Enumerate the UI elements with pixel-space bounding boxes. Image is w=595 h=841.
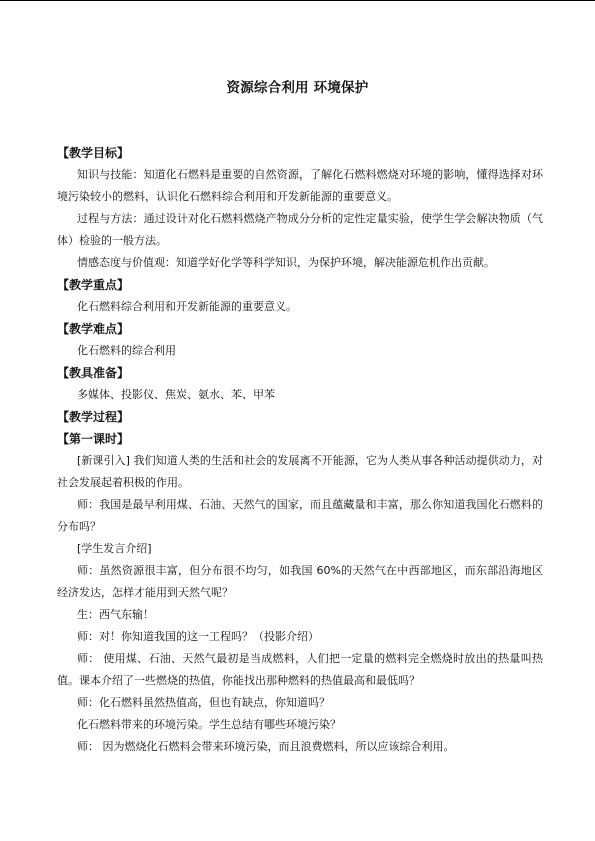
lesson-paragraph: 师： 因为燃烧化石燃料会带来环境污染，而且浪费燃料，所以应该综合利用。 <box>77 740 455 753</box>
lesson-paragraph: 化石燃料带来的环境污染。学生总结有哪些环境污染？ <box>77 718 341 731</box>
page-title: 资源综合利用 环境保护 <box>226 80 369 96</box>
lesson-paragraph: 师：化石燃料虽然热值高，但也有缺点，你知道吗？ <box>77 696 330 709</box>
tools-heading: 【教具准备】 <box>57 366 130 380</box>
lesson-paragraph: 生：西气东输！ <box>77 608 154 621</box>
key-points-text: 化石燃料综合利用和开发新能源的重要意义。 <box>77 300 297 313</box>
process-heading: 【教学过程】 <box>57 410 130 424</box>
goals-knowledge: 知识与技能：知道化石燃料是重要的自然资源，了解化石燃料燃烧对环境的影响，懂得选择对环境污染较小的燃料，认识化石燃料综合利用和开发新能源的重要意义。 <box>57 168 543 203</box>
goals-heading: 【教学目标】 <box>57 146 130 160</box>
difficulty-heading: 【教学难点】 <box>57 322 130 336</box>
lesson-paragraph: 师：虽然资源很丰富，但分布很不均匀，如我国 60%的天然气在中西部地区，而东部沿海地区经济发达，怎样才能用到天然气呢？ <box>57 564 543 599</box>
lesson-paragraph: [新课引入] 我们知道人类的生活和社会的发展离不开能源，它为人类从事各种活动提供动力，对社会发展起着积极的作用。 <box>57 454 543 489</box>
tools-text: 多媒体、投影仪、焦炭、氨水、苯、甲苯 <box>77 388 275 401</box>
lesson1-heading: 【第一课时】 <box>57 432 130 446</box>
goals-process: 过程与方法：通过设计对化石燃料燃烧产物成分分析的定性定量实验，使学生学会解决物质（气体）检验的一般方法。 <box>57 212 543 247</box>
lesson-paragraph: [学生发言介绍] <box>77 542 152 555</box>
lesson-paragraph: 师： 使用煤、石油、天然气最初是当成燃料，人们把一定量的燃料完全燃烧时放出的热量叫热值。课本介绍了一些燃烧的热值，你能找出那种燃料的热值最高和最低吗？ <box>57 652 543 687</box>
difficulty-text: 化石燃料的综合利用 <box>77 344 176 357</box>
top-rule <box>0 0 595 1</box>
document-body <box>57 142 543 758</box>
goals-attitude: 情感态度与价值观：知道学好化学等科学知识，为保护环境，解决能源危机作出贡献。 <box>77 256 495 269</box>
lesson-paragraph: 师：我国是最早利用煤、石油、天然气的国家，而且蕴藏量和丰富，那么你知道我国化石燃料的分布吗？ <box>57 498 543 533</box>
key-points-heading: 【教学重点】 <box>57 278 130 292</box>
lesson-paragraph: 师：对！你知道我国的这一工程吗？（投影介绍） <box>77 630 319 643</box>
